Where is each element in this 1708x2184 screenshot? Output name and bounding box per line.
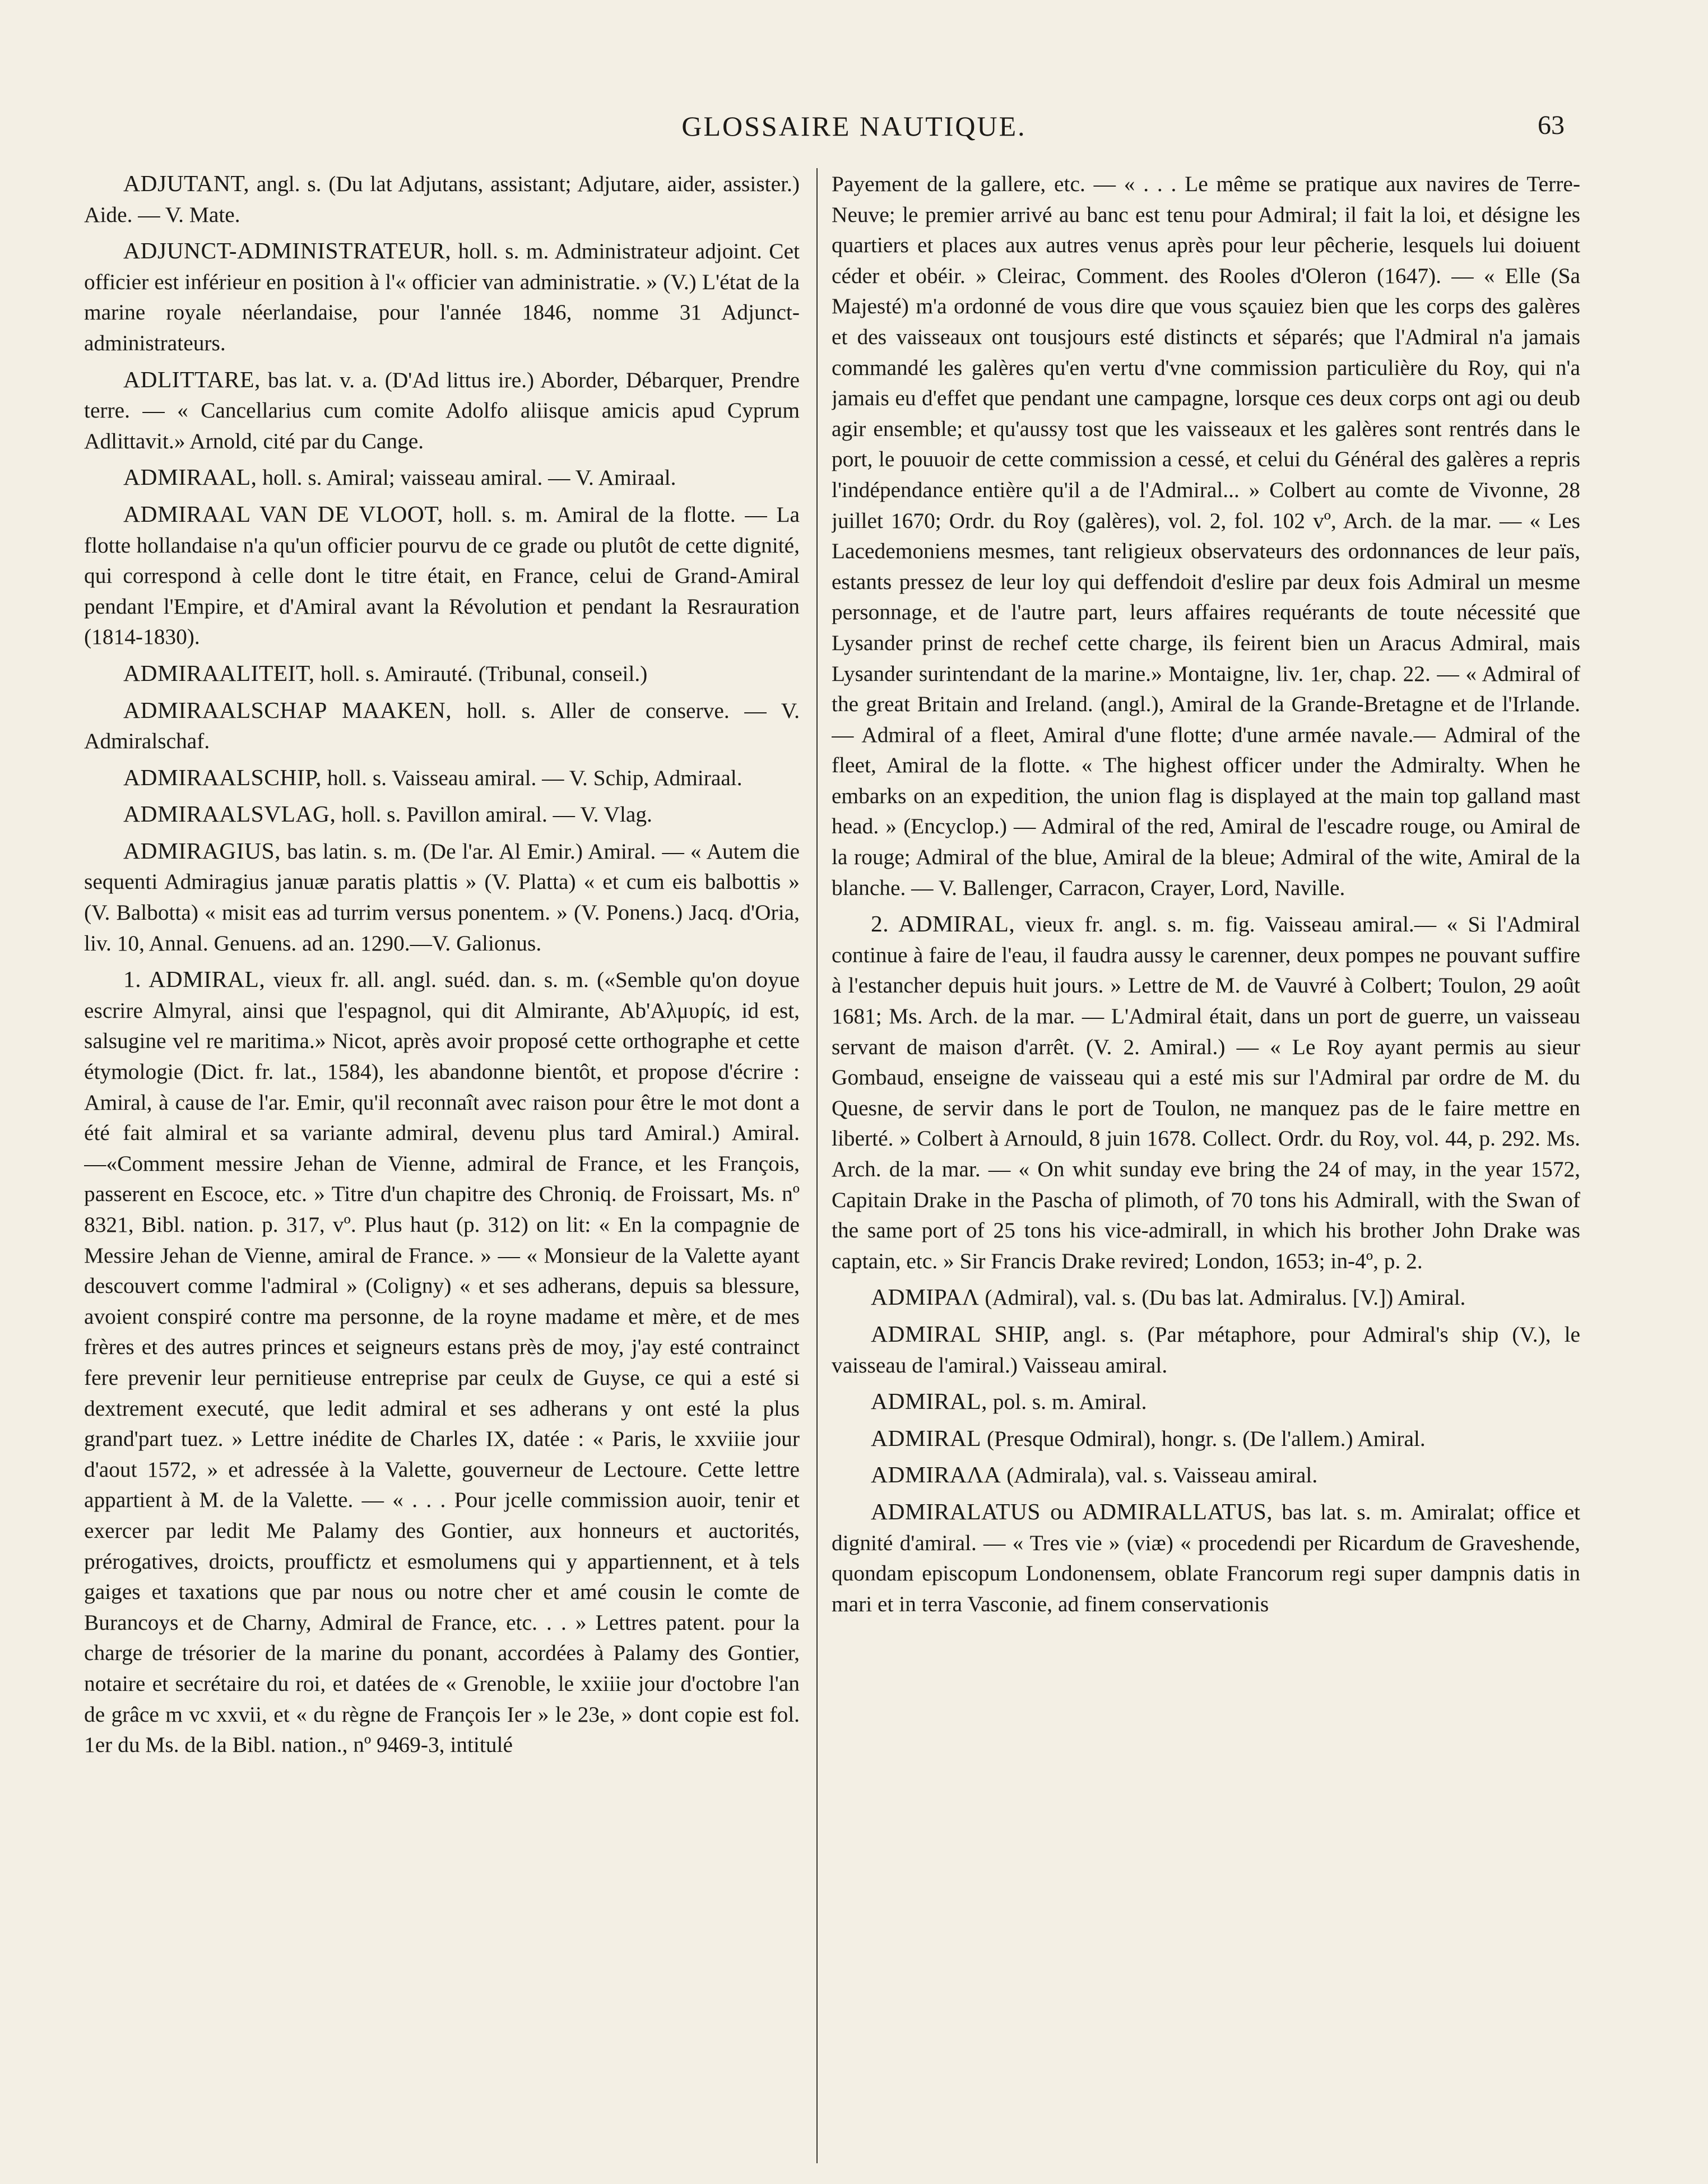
right-column (832, 168, 1580, 2163)
entry (84, 499, 800, 652)
entry-continuation (832, 168, 1580, 903)
entry-text: bas lat. s. m. Amiralat; office et dignité d'amiral. — « Tres vie » (viæ) « procedendi per Ricardum de Graveshende, quondam episcopum Londonensem, oblate Francorum regi super dampnis datis in mari et in terra Vasconie, ad finem conservationis (832, 1499, 1580, 1616)
entry (84, 658, 800, 689)
entry-text: angl. s. (Du lat Adjutans, assistant; Adjutare, aider, assister.) Aide. — V. Mate. (84, 171, 800, 227)
entry (84, 799, 800, 830)
entry-text: holl. s. Amirauté. (Tribunal, conseil.) (314, 661, 648, 686)
entry (832, 1282, 1580, 1313)
headword: ADMIRAALITEIT, (123, 660, 315, 686)
entry-text: holl. s. m. Administrateur adjoint. Cet officier est inférieur en position à l'« officier van administratie. » (V.) L'état de la marine royale néerlandaise, pour l'année 1846, nomme 31 Adjunct-administrateurs. (84, 239, 800, 355)
entry (832, 1319, 1580, 1380)
entry (84, 836, 800, 958)
headword: ADMIRAALSVLAG, (123, 801, 336, 827)
entry-text: Payement de la gallere, etc. — « . . . Le même se pratique aux navires de Terre-Neuve; le premier arrivé au banc est tenu pour Admiral; il fait la loi, et désigne les quartiers et places aux autres venus après pour leur pêcherie, lesquels lui doiuent céder et obéir. » Cleirac, Comment. des Rooles d'Oleron (1647). — « Elle (Sa Majesté) m'a ordonné de vous dire que vous sçauiez bien que les corps des galères et des vaisseaux ont tousjours esté distincts et séparés; que l'Admiral n'a jamais commandé les galères qu'en vertu d'vne commission particulière du Roy, qui n'a jamais eu d'effet que pendant une campagne, lorsque ces deux corps ont agi ou deub agir ensemble; et qu'aussy tost que les vaisseaux et les galères sont rentrés dans le port, le pouuoir de cette commission a cessé, et celui du Général des galères a repris l'indépendance entière qu'il a de l'Admiral... » Colbert au comte de Vivonne, 28 juillet 1670; Ordr. du Roy (galères), vol. 2, fol. 102 vº, Arch. de la mar. — « Les Lacedemoniens mesmes, tant religieux observateurs des ordonnances de leur païs, estants pressez de leur loy qui deffendoit d'eslire par deux fois Admiral un mesme personnage, et de l'autre part, leurs affaires requérants de toute nécessité que Lysander prinst de rechef cette charge, ils feirent bien un Aracus Admiral, mais Lysander surintendant de la marine.» Montaigne, liv. 1er, chap. 22. — « Admiral of the great Britain and Ireland. (angl.), Amiral de la Grande-Bretagne et de l'Irlande. — Admiral of a fleet, Amiral d'une flotte; d'une armée navale.— Admiral of the fleet, Amiral de la flotte. « The highest officer under the Admiralty. When he embarks on an expedition, the union flag is displayed at the main top galland mast head. » (Encyclop.) — Admiral of the red, Amiral de l'escadre rouge, ou Amiral de la rouge; Admiral of the blue, Amiral de la bleue; Admiral of the wite, Amiral de la blanche. — V. Ballenger, Carracon, Crayer, Lord, Naville. (832, 171, 1580, 900)
entry-text: holl. s. Amiral; vaisseau amiral. — V. Amiraal. (257, 465, 676, 490)
entry-text: holl. s. Vaisseau amiral. — V. Schip, Admiraal. (322, 765, 742, 790)
headword: ADMIRAAL, (123, 464, 257, 490)
entry-text: vieux fr. angl. s. m. fig. Vaisseau amiral.— « Si l'Admiral continue à faire de l'eau, il faudra aussy le carenner, deux pompes ne pouvant suffire à l'estancher depuis huit jours. » Lettre de M. de Vauvré à Colbert; Toulon, 29 août 1681; Ms. Arch. de la mar. — L'Admiral était, dans un port de guerre, un vaisseau servant de maison d'arrêt. (V. 2. Amiral.) — « Le Roy ayant permis au sieur Gombaud, enseigne de vaisseau qui a esté mis sur l'Admiral par ordre de M. du Quesne, de servir dans le port de Toulon, ne manquez pas de le faire mettre en liberté. » Colbert à Arnould, 8 juin 1678. Collect. Ordr. du Roy, vol. 44, p. 292. Ms. Arch. de la mar. — « On whit sunday eve bring the 24 of may, in the year 1572, Capitain Drake in the Pascha of plimoth, of 70 tons his Admirall, with the Swan of the same port of 25 tons his vice-admirall, in which his brother John Drake was captain, etc. » Sir Francis Drake revired; London, 1653; in-4º, p. 2. (832, 912, 1580, 1273)
headword: ADMIPAΛ (871, 1284, 980, 1310)
entry (84, 364, 800, 457)
entry (84, 462, 800, 493)
headword: ADMIRAGIUS, (123, 837, 281, 864)
entry-text: angl. s. (Par métaphore, pour Admiral's ship (V.), le vaisseau de l'amiral.) Vaisseau amiral. (832, 1321, 1580, 1378)
headword: ADMIRAALSCHIP, (123, 764, 322, 790)
entry-text: bas latin. s. m. (De l'ar. Al Emir.) Amiral. — « Autem die sequenti Admiragius januæ paratis plattis » (V. Platta) « et cum eis balbottis » (V. Balbotta) « misit eas ad turrim versus ponentem. » (V. Ponens.) Jacq. d'Oria, liv. 10, Annal. Genuens. ad an. 1290.—V. Galionus. (84, 838, 800, 956)
entry (84, 695, 800, 757)
headword: 2. ADMIRAL, (871, 911, 1015, 937)
column-divider (816, 168, 818, 2163)
headword: 1. ADMIRAL, (123, 966, 266, 993)
headword: ADMIRAALSCHAP MAAKEN, (123, 697, 452, 723)
headword: ADMIRAL (871, 1425, 982, 1451)
entry (832, 1423, 1580, 1454)
headword: ADMIRAL SHIP, (871, 1320, 1050, 1347)
headword: ADMIRALATUS ou ADMIRALLATUS, (871, 1498, 1273, 1524)
entry (832, 908, 1580, 1276)
running-title: GLOSSAIRE NAUTIQUE. (681, 110, 1027, 142)
entry-text: holl. s. Pavillon amiral. — V. Vlag. (336, 802, 652, 827)
entry (832, 1496, 1580, 1619)
headword: ADMIRAΛA (871, 1462, 1001, 1488)
entry (84, 762, 800, 794)
left-column (84, 168, 800, 2163)
entry (84, 168, 800, 230)
headword: ADJUNCT-ADMINISTRATEUR, (123, 238, 452, 264)
entry-text: pol. s. m. Amiral. (987, 1389, 1147, 1415)
entry-text: (Admirala), val. s. Vaisseau amiral. (1001, 1463, 1318, 1488)
headword: ADMIRAL, (871, 1388, 988, 1415)
entry-text: (Admiral), val. s. (Du bas lat. Admiralus. [V.]) Amiral. (979, 1285, 1466, 1310)
page-number: 63 (1538, 110, 1565, 140)
headword: ADJUTANT, (123, 170, 250, 196)
entry-text: (Presque Odmiral), hongr. s. (De l'allem.) Amiral. (981, 1426, 1426, 1451)
entry (832, 1459, 1580, 1491)
entry (84, 235, 800, 358)
headword: ADMIRAAL VAN DE VLOOT, (123, 500, 444, 527)
entry-text: holl. s. m. Amiral de la flotte. — La flotte hollandaise n'a qu'un officier pourvu de ce grade ou plutôt de cette dignité, qui correspond à celle dont le titre était, en France, celui de Grand-Amiral pendant l'Empire, et d'Amiral avant la Révolution et pendant la Resrauration (1814-1830). (84, 502, 800, 650)
entry (84, 964, 800, 1760)
entry-text: holl. s. Aller de conserve. — V. Admiralschaf. (84, 698, 800, 754)
entry-text: vieux fr. all. angl. suéd. dan. s. m. («Semble qu'on doyue escrire Almyral, ainsi que l'espagnol, qui dit Almirante, Ab'Αλμυρίς, id est, salsugine vel re maritima.» Nicot, après avoir proposé cette orthographe et cette étymologie (Dict. fr. lat., 1584), les abandonne bientôt, et propose d'écrire : Amiral, à cause de l'ar. Emir, qu'il reconnaît avec raison pour être le mot dont a été fait almiral et sa variante admiral, devenu plus tard Amiral.) Amiral.—«Comment messire Jehan de Vienne, admiral de France, et les François, passerent en Escoce, etc. » Titre d'un chapitre des Chroniq. de Froissart, Ms. nº 8321, Bibl. nation. p. 317, vº. Plus haut (p. 312) on lit: « En la compagnie de Messire Jehan de Vienne, amiral de France. » — « Monsieur de la Valette ayant descouvert comme l'admiral » (Coligny) « et ses adherans, depuis sa blessure, avoient conspiré contre ma personne, de la royne madame et mère, et de mes frères et des autres princes et seigneurs estans près de moy, j'ay esté contrainct fere prevenir leur pernitieuse entreprise par ceulx de Guyse, ce qui a esté si dextrement executé, que ledit admiral et ses adherans y ont esté la plus grand'part tuez. » Lettre inédite de Charles IX, datée : « Paris, le xxviiie jour d'aout 1572, » et adressée à la Valette, gouverneur de Lectoure. Cette lettre appartient à M. de la Valette. — « . . . Pour jcelle commission auoir, tenir et exercer par ledit Me Palamy des Gontier, aux honneurs et auctorités, prérogatives, droicts, prouffictz et esmolumens qui y appartiennent, et à tels gaiges et taxations que par nous ou notre cher et amé cousin le comte de Burancoys et de Charny, Admiral de France, etc. . . » Lettres patent. pour la charge de trésorier de la marine du ponant, accordées à Palamy des Gontier, notaire et secrétaire du roi, et datées de « Grenoble, le xxiiie jour d'octobre l'an de grâce m vc xxvii, et « du règne de François Ier » le 23e, » dont copie est fol. 1er du Ms. de la Bibl. nation., nº 9469-3, intitulé (84, 967, 800, 1758)
entry-text: bas lat. v. a. (D'Ad littus ire.) Aborder, Débarquer, Prendre terre. — « Cancellarius cum comite Adolfo aliisque amicis apud Cyprum Adlittavit.» Arnold, cité par du Cange. (84, 367, 800, 453)
entry (832, 1386, 1580, 1417)
headword: ADLITTARE, (123, 366, 261, 392)
